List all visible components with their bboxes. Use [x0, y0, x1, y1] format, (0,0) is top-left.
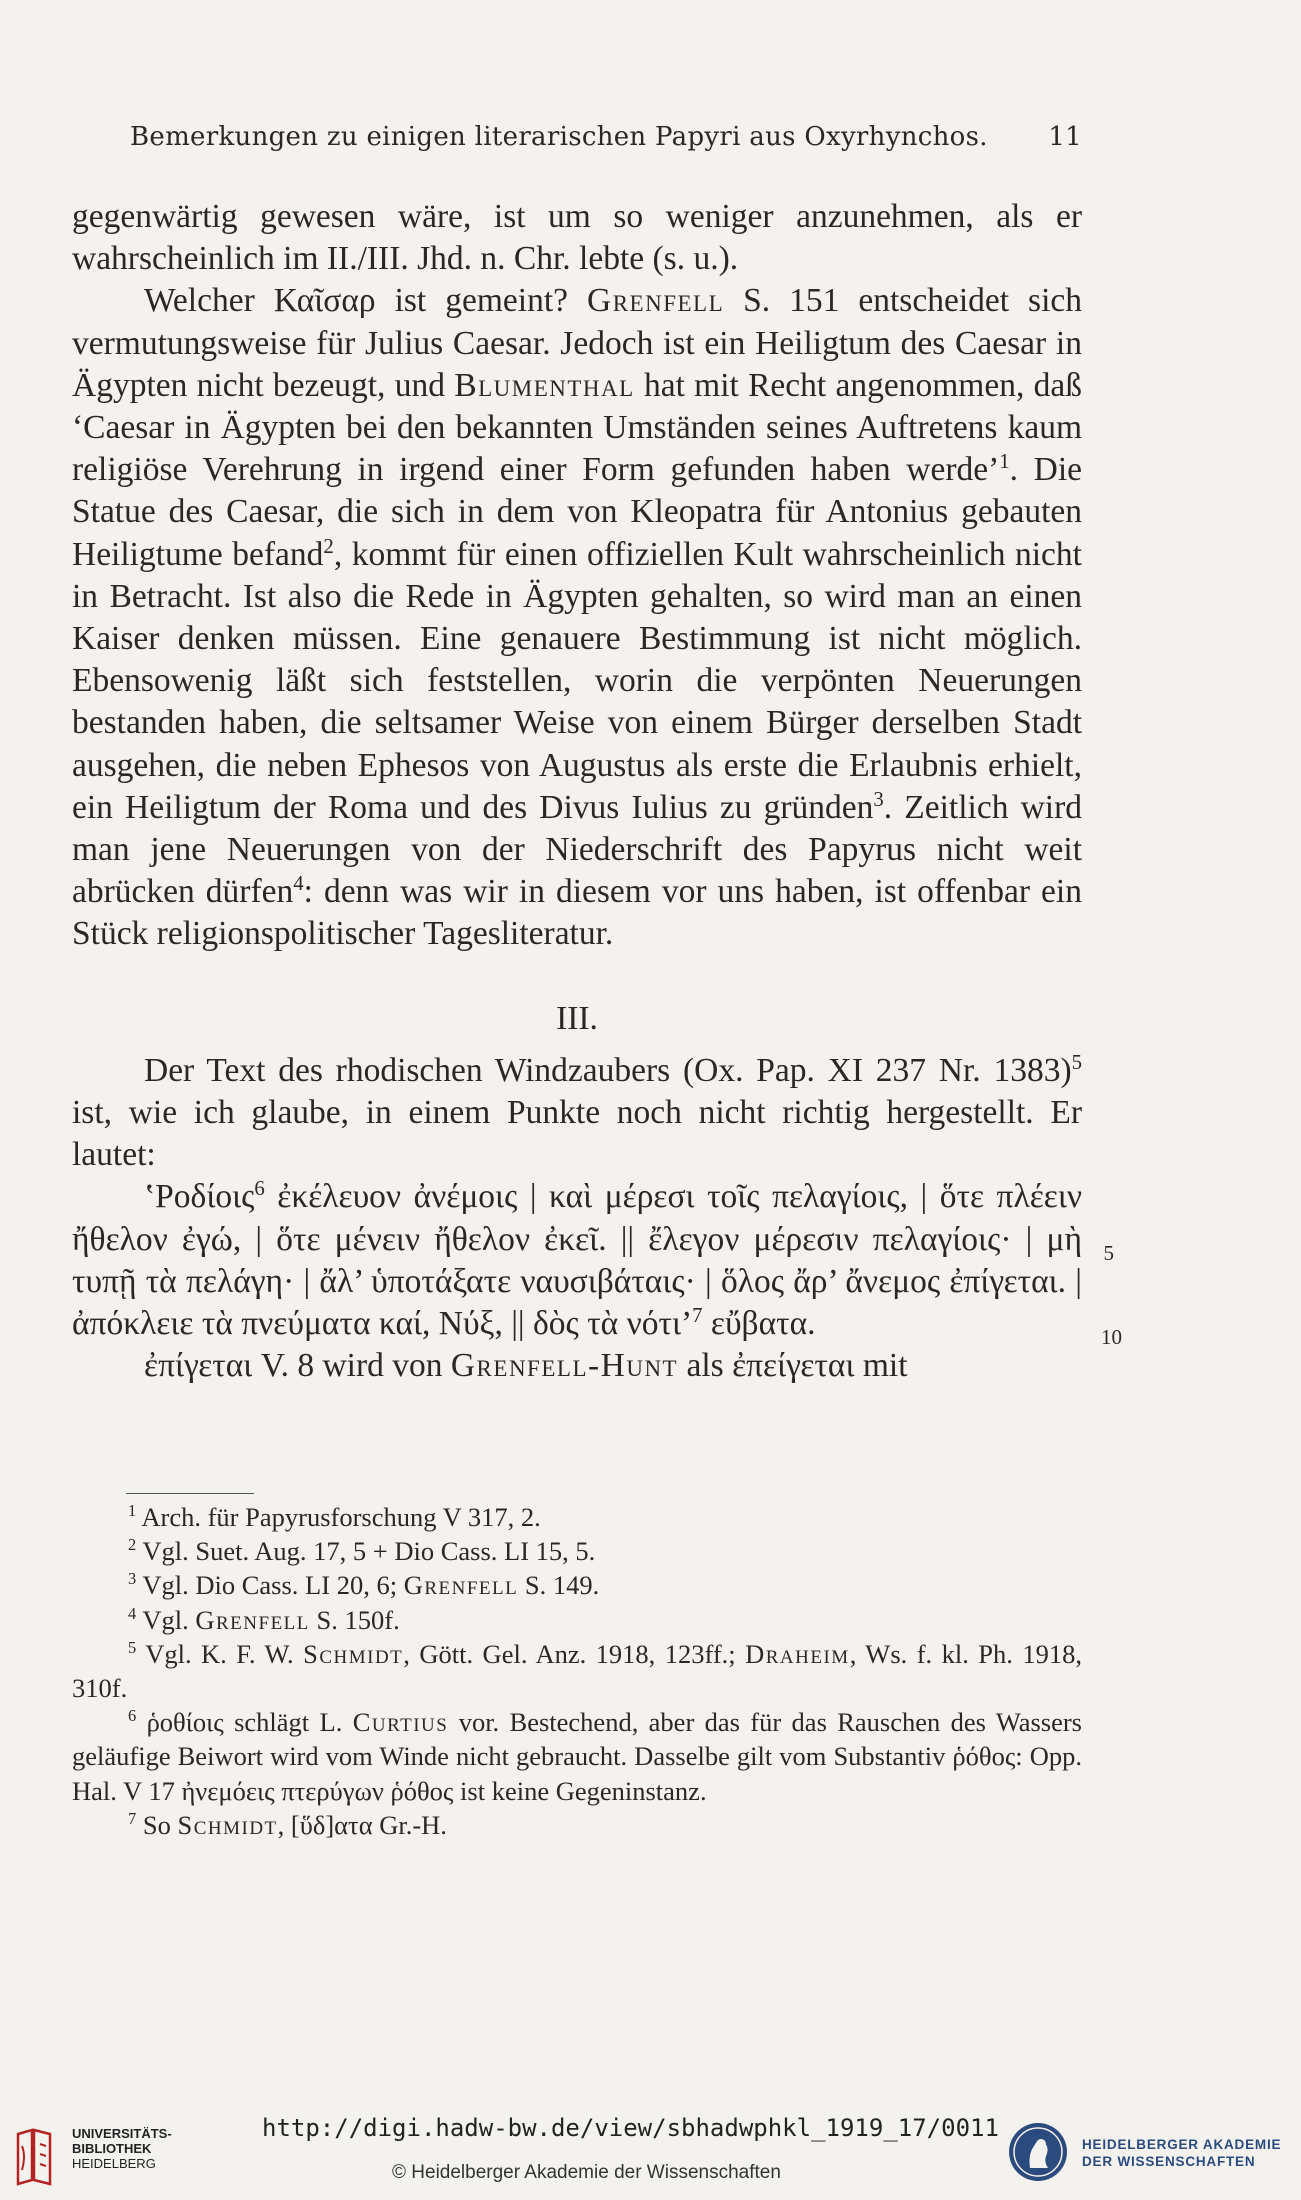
text-run: Arch. für Papyrusforschung V 317, 2.	[136, 1502, 541, 1532]
footnote-number: 7	[128, 1809, 137, 1828]
greek-text	[72, 1176, 1082, 1345]
footnote-number: 4	[128, 1603, 137, 1623]
academy-name-line: DER WISSENSCHAFTEN	[1082, 2154, 1256, 2169]
author-name: Schmidt	[303, 1638, 404, 1669]
text-run: vor. Bestechend, aber das für das Rauschen des Wassers geläufige Beiwort wird vom Winde nicht gebraucht. Dasselbe gilt vom Substantiv ῥόθος: Opp. Hal. V 17 ἠνεμόεις πτερύγων ῥόθος ist keine Gegeninstanz.	[72, 1707, 1082, 1806]
text-run: Vgl. Dio Cass. LI 20, 6;	[136, 1570, 404, 1601]
copyright-notice: © Heidelberger Akademie der Wissenschaften	[392, 2162, 781, 2183]
footnote-number: 2	[128, 1535, 137, 1555]
text-run: S. 151 entscheidet sich vermutungsweise für Julius Caesar. Jedoch ist ein Heiligtum des Caesar in Ägypten nicht bezeugt, und	[72, 282, 1083, 404]
text-run: ist, wie ich glaube, in einem Punkte noch nicht richtig hergestellt. Er lautet:	[72, 1094, 1082, 1174]
footnote-divider	[126, 1493, 254, 1494]
text-run: Vgl. Suet. Aug. 17, 5 + Dio Cass. LI 15, 5.	[136, 1536, 596, 1567]
academy-seal-icon	[1006, 2120, 1070, 2184]
author-name: Blumenthal	[454, 366, 635, 404]
text-run: , Ws. f. kl. Ph. 1918, 310f.	[72, 1638, 1082, 1704]
footnote-2	[72, 1534, 1082, 1568]
footnote-number: 5	[128, 1637, 137, 1657]
footnote-number: 3	[128, 1569, 137, 1589]
permalink-url[interactable]: http://digi.hadw-bw.de/view/sbhadwphkl_1919_17/0011	[262, 2114, 999, 2142]
text-run: ῥοθίοις schlägt L.	[136, 1707, 353, 1738]
university-library-logo-icon	[12, 2126, 62, 2186]
text-run: S. 150f.	[309, 1604, 400, 1635]
page-number: 11	[1048, 122, 1082, 152]
author-name: Grenfell-Hunt	[450, 1347, 679, 1385]
uni-name-line: HEIDELBERG	[72, 2156, 156, 2171]
author-name: Grenfell	[587, 282, 725, 320]
text-run: als ἐπείγεται mit	[678, 1347, 908, 1385]
academy-name	[1082, 2136, 1281, 2170]
academy-name-line: HEIDELBERGER AKADEMIE	[1082, 2137, 1282, 2152]
uni-name-line: UNIVERSITÄTS-	[72, 2126, 172, 2141]
text-run: , kommt für einen offiziellen Kult wahrscheinlich nicht in Betracht. Ist also die Rede in Ägypten gehalten, so wird man an einen Kaiser denken müssen. Eine genauere Bestimmung ist nicht möglich. Ebensowenig läßt sich feststellen, worin die verpönten Neuerungen bestanden haben, die seltsamer Weise von einem Bürger derselben Stadt ausgehen, die neben Ephesos von Augustus als erste die Erlaubnis erhielt, ein Heiligtum der Roma und des Divus Iulius zu gründen	[72, 535, 1082, 826]
paragraph-2	[72, 280, 1082, 955]
digitization-footer	[0, 2110, 1301, 2200]
text-run: : denn was wir in diesem vor uns haben, ist offenbar ein Stück religionspolitischer Tagesliteratur.	[72, 873, 1082, 953]
footnote-7	[72, 1808, 1082, 1842]
author-name: Grenfell	[403, 1570, 519, 1601]
footnote-ref: 2	[323, 534, 334, 558]
footnote-5	[72, 1637, 1082, 1705]
paragraph-4	[72, 1345, 1082, 1387]
author-name: Draheim	[745, 1638, 850, 1669]
footnote-number: 1	[128, 1501, 137, 1521]
text-run: hat mit Recht angenommen, daß ‘Caesar in Ägypten bei den bekannten Umständen seines Auftretens kaum religiöse Verehrung in irgend einer Form gefunden haben werde’	[72, 366, 1082, 489]
footnote-ref: 3	[873, 787, 884, 811]
text-run: S. 149.	[518, 1570, 600, 1601]
verse-line-number: 10	[1101, 1325, 1122, 1350]
footnote-ref: 6	[254, 1177, 265, 1201]
text-run: ἐπίγεται V. 8 wird von	[144, 1347, 451, 1385]
text-run: εὔβατα.	[702, 1305, 816, 1343]
author-name: Curtius	[352, 1707, 449, 1738]
author-name: Schmidt	[177, 1809, 278, 1840]
university-library-name	[72, 2126, 172, 2171]
text-run: ʽΡοδίοις	[144, 1178, 255, 1216]
section-heading: III.	[556, 999, 598, 1037]
text-run: . Zeitlich wird man jene Neuerungen von der Niederschrift des Papyrus nicht weit abrücken dürfen	[72, 788, 1083, 911]
text-run: Der Text des rhodischen Windzaubers (Ox. Pap. XI 237 Nr. 1383)	[144, 1051, 1072, 1089]
paragraph-3	[72, 1050, 1082, 1177]
text-run: . Die Statue des Caesar, die sich in dem von Kleopatra für Antonius gebauten Heiligtume befand	[72, 451, 1082, 573]
running-title: Bemerkungen zu einigen literarischen Papyri aus Oxyrhynchos.	[130, 122, 988, 152]
greek-quotation	[72, 1176, 1122, 1350]
footnote-ref: 1	[999, 450, 1010, 474]
footnote-number: 6	[128, 1706, 137, 1726]
footnote-1	[72, 1500, 1082, 1534]
text-run: Welcher Καῖσαρ ist gemeint?	[144, 282, 587, 320]
footnote-4	[72, 1603, 1082, 1637]
paragraph-1: gegenwärtig gewesen wäre, ist um so weniger anzunehmen, als er wahrscheinlich im II./III. Jhd. n. Chr. lebte (s. u.).	[72, 198, 1082, 278]
uni-name-line: BIBLIOTHEK	[72, 2141, 152, 2156]
footnote-ref: 7	[692, 1303, 703, 1327]
text-run: , Gött. Gel. Anz. 1918, 123ff.;	[403, 1638, 746, 1669]
footnote-6	[72, 1705, 1082, 1808]
main-text	[72, 196, 1122, 1387]
footnote-ref: 4	[293, 872, 304, 896]
footnotes	[72, 1500, 1082, 1842]
footnote-3	[72, 1568, 1082, 1602]
text-run: So	[136, 1809, 178, 1840]
text-run: ἐκέλευον ἀνέμοις | καὶ μέρεσι τοῖς πελαγίοις, | ὅτε πλέειν ἤθελον ἐγώ, | ὅτε μένειν ἤθελον ἐκεῖ. || ἔλεγον μέρεσιν πελαγίοις· | μὴ τυπῇ τὰ πελάγη· | ἄλ’ ὑποτάξατε ναυσιβάταις· | ὅλος ἄρ’ ἄνεμος ἐπίγεται. | ἀπόκλειε τὰ πνεύματα καί, Νύξ, || δὸς τὰ νότι’	[72, 1178, 1082, 1343]
footnote-ref: 5	[1071, 1050, 1082, 1074]
verse-line-number: 5	[1103, 1241, 1114, 1266]
author-name: Grenfell	[195, 1604, 310, 1635]
text-run: Vgl. K. F. W.	[136, 1638, 304, 1669]
running-head	[130, 122, 1082, 152]
text-run: Vgl.	[136, 1604, 196, 1635]
text-run: , [ὕδ]ατα Gr.-H.	[277, 1809, 447, 1840]
